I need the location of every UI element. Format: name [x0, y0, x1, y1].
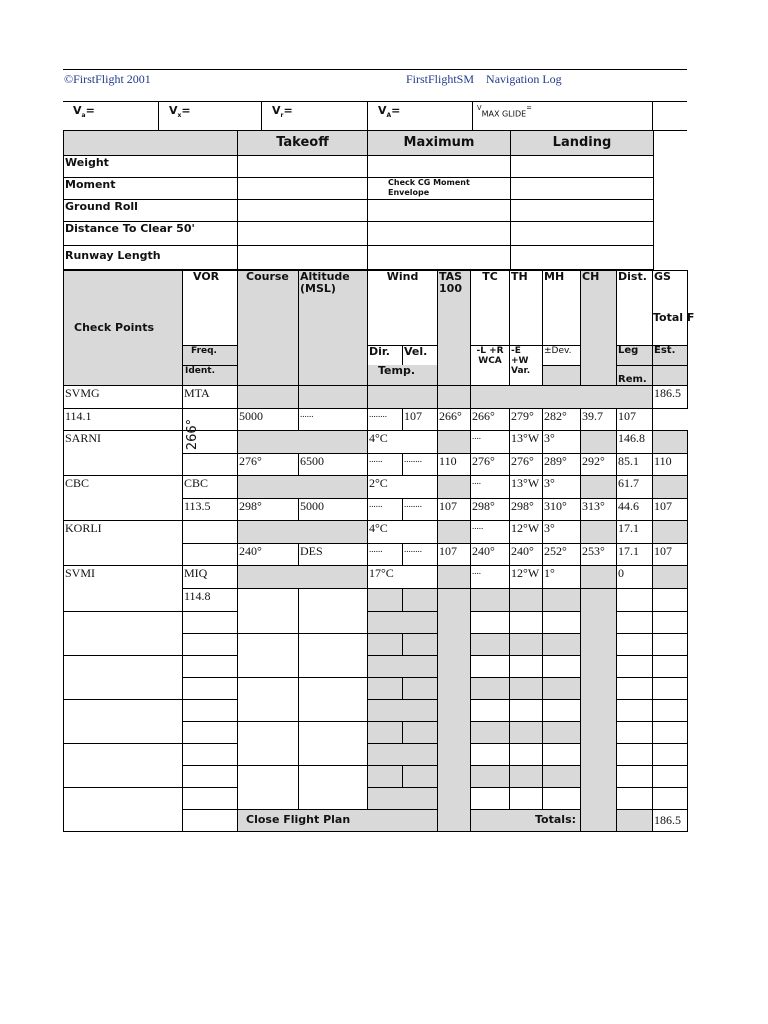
dev-3[interactable]: 1° [543, 565, 581, 588]
ident-3[interactable] [183, 520, 238, 543]
vspeed-max-glide[interactable]: $^V_{MAX GLIDE}$= [473, 102, 653, 130]
totals-label: Totals: [471, 809, 581, 831]
wind-dir-3[interactable]: ...... [368, 543, 403, 565]
mh-2[interactable]: 310° [543, 498, 581, 520]
checkpoint-korli: KORLI [64, 520, 183, 565]
ch-2[interactable]: 313° [581, 498, 617, 520]
total-fuel-label: Total F [653, 311, 695, 324]
vspeed-a-maneuver[interactable]: $V_A=$ [368, 102, 473, 130]
altitude-3[interactable]: DES [299, 543, 368, 565]
wind-dir-2[interactable]: ...... [368, 498, 403, 520]
tas-0[interactable]: 107 [403, 408, 438, 430]
vspeed-r[interactable]: $V_r=$ [262, 102, 368, 130]
vspeed-row [63, 101, 687, 131]
vspeed-x[interactable]: $V_x=$ [159, 102, 262, 130]
altitude-0[interactable]: 5000 [238, 408, 299, 430]
wind-vel-0[interactable]: ........ [368, 408, 403, 430]
wca-3[interactable]: .... [471, 565, 510, 588]
hdr-est: Est. [653, 345, 688, 365]
nav-log-page [63, 69, 695, 832]
wind-vel-2[interactable]: ........ [403, 498, 438, 520]
hdr-ch: CH [581, 270, 617, 385]
freq-1[interactable] [183, 453, 238, 475]
wca-2[interactable]: ..... [471, 520, 510, 543]
landing-ground-roll[interactable] [511, 199, 654, 221]
freq-3[interactable] [183, 543, 238, 565]
landing-runway[interactable] [511, 245, 654, 269]
checkpoint-sarni: SARNI [64, 430, 183, 475]
hdr-wind: Wind [368, 270, 438, 345]
var-1[interactable]: 13°W [510, 475, 543, 498]
var-2[interactable]: 12°W [510, 520, 543, 543]
landing-moment[interactable] [511, 177, 654, 199]
checkpoint-svmg: SVMG [64, 385, 183, 408]
dist-leg-1[interactable]: 85.1 [617, 453, 653, 475]
hdr-dev: ±Dev. [543, 345, 581, 365]
hdr-check-points: Check Points [64, 270, 183, 385]
dev-2[interactable]: 3° [543, 520, 581, 543]
row-ground-roll: Ground Roll [64, 199, 238, 221]
takeoff-weight[interactable] [238, 155, 368, 177]
hdr-ident: Ident. [183, 365, 238, 385]
brand: FirstFlightSM [406, 72, 475, 86]
var-3[interactable]: 12°W [510, 565, 543, 588]
cg-note: Check CG Moment Envelope [368, 177, 511, 199]
col-landing: Landing [511, 131, 654, 155]
wca-1[interactable]: .... [471, 475, 510, 498]
rem-3[interactable]: 0 [617, 565, 653, 588]
course-leg-3[interactable]: 240° [238, 543, 299, 565]
tas-2[interactable]: 107 [438, 498, 471, 520]
row-distance-50: Distance To Clear 50' [64, 221, 238, 245]
tas-3[interactable]: 107 [438, 543, 471, 565]
dist-leg-2[interactable]: 44.6 [617, 498, 653, 520]
course-leg-2[interactable]: 298° [238, 498, 299, 520]
hdr-altitude: Altitude (MSL) [299, 270, 368, 385]
temp-0[interactable]: 4°C [368, 430, 438, 453]
close-flight-plan[interactable]: Close Flight Plan [238, 809, 471, 831]
hdr-wca: -L +R WCA [471, 345, 510, 385]
mh-1[interactable]: 289° [543, 453, 581, 475]
tc-0[interactable]: 266° [438, 408, 471, 430]
hdr-tc: TC [471, 270, 510, 345]
tc-2[interactable]: 298° [471, 498, 510, 520]
vspeed-a[interactable]: $V_a=$ [63, 102, 159, 130]
wind-vel-3[interactable]: ........ [403, 543, 438, 565]
temp-1[interactable]: 2°C [368, 475, 438, 498]
altitude-2[interactable]: 5000 [299, 498, 368, 520]
th-3[interactable]: 240° [510, 543, 543, 565]
landing-weight[interactable] [511, 155, 654, 177]
hdr-rem: Rem. [617, 365, 653, 385]
rem-2[interactable]: 17.1 [617, 520, 653, 543]
tc-3[interactable]: 240° [471, 543, 510, 565]
takeoff-ground-roll[interactable] [238, 199, 368, 221]
hdr-tas: TAS 100 [438, 270, 471, 385]
log-title: Navigation Log [486, 72, 562, 86]
tc-1[interactable]: 276° [471, 453, 510, 475]
dist-leg-3[interactable]: 17.1 [617, 543, 653, 565]
nav-log-table [63, 269, 695, 832]
col-maximum: Maximum [368, 131, 511, 155]
row-moment: Moment [64, 177, 238, 199]
freq-2[interactable]: 113.5 [183, 498, 238, 520]
max-runway[interactable] [368, 245, 511, 269]
max-distance-50[interactable] [368, 221, 511, 245]
dev-1[interactable]: 3° [543, 475, 581, 498]
temp-3[interactable]: 17°C [368, 565, 438, 588]
tas-1[interactable]: 110 [438, 453, 471, 475]
wca-0[interactable]: .... [471, 430, 510, 453]
mh-0[interactable]: 279° [510, 408, 543, 430]
hdr-vel: Vel. [403, 345, 438, 365]
wind-dir-0[interactable]: ...... [299, 408, 368, 430]
th-2[interactable]: 298° [510, 498, 543, 520]
hdr-mh: MH [543, 270, 581, 345]
ident-mta[interactable]: MTA [183, 385, 238, 408]
takeoff-runway[interactable] [238, 245, 368, 269]
gs-2[interactable]: 107 [653, 498, 688, 520]
ch-0[interactable]: 282° [543, 408, 581, 430]
hdr-var: -E +W Var. [510, 345, 543, 385]
course-rotated: 266° [185, 418, 201, 450]
dist-leg-0[interactable]: 39.7 [581, 408, 617, 430]
mh-3[interactable]: 252° [543, 543, 581, 565]
freq-0[interactable]: 114.1 [64, 408, 183, 430]
copyright: ©FirstFlight 2001 [64, 72, 151, 86]
checkpoint-cbc: CBC [64, 475, 183, 520]
landing-distance-50[interactable] [511, 221, 654, 245]
ch-1[interactable]: 292° [581, 453, 617, 475]
hdr-course: Course [238, 270, 299, 385]
course-leg-0[interactable] [183, 408, 238, 450]
var-0[interactable]: 13°W [510, 430, 543, 453]
temp-2[interactable]: 4°C [368, 520, 438, 543]
hdr-vor: VOR [183, 270, 238, 345]
doc-title [406, 72, 562, 87]
gs-3[interactable]: 107 [653, 543, 688, 565]
dev-0[interactable]: 3° [543, 430, 581, 453]
rem-0[interactable]: 146.8 [617, 430, 653, 453]
th-0[interactable]: 266° [471, 408, 510, 430]
checkpoint-svmi: SVMI [64, 565, 183, 611]
hdr-dir: Dir. [368, 345, 403, 365]
ident-4[interactable]: MIQ [183, 565, 238, 588]
freq-final[interactable]: 114.8 [183, 588, 238, 611]
ch-3[interactable]: 253° [581, 543, 617, 565]
gs-1[interactable]: 110 [653, 453, 688, 475]
performance-table [63, 131, 654, 270]
hdr-temp: Temp. [368, 365, 438, 385]
total-distance: 186.5 [653, 809, 688, 831]
row-runway-length: Runway Length [64, 245, 238, 269]
hdr-gs: GS [653, 270, 688, 345]
max-ground-roll[interactable] [368, 199, 511, 221]
course-leg-1[interactable]: 276° [238, 453, 299, 475]
hdr-freq: Freq. [183, 345, 238, 365]
gs-0[interactable]: 107 [617, 408, 653, 430]
takeoff-distance-50[interactable] [238, 221, 368, 245]
altitude-1[interactable]: 6500 [299, 453, 368, 475]
hdr-dist: Dist. [617, 270, 653, 345]
rem-initial: 186.5 [653, 385, 688, 408]
hdr-leg: Leg [617, 345, 653, 365]
wind-vel-1[interactable]: ........ [403, 453, 438, 475]
th-1[interactable]: 276° [510, 453, 543, 475]
row-weight: Weight [64, 155, 238, 177]
col-takeoff: Takeoff [238, 131, 368, 155]
header [63, 69, 687, 101]
wind-dir-1[interactable]: ...... [368, 453, 403, 475]
takeoff-moment[interactable] [238, 177, 368, 199]
ident-2[interactable]: CBC [183, 475, 238, 498]
max-weight[interactable] [368, 155, 511, 177]
hdr-th: TH [510, 270, 543, 345]
rem-1[interactable]: 61.7 [617, 475, 653, 498]
